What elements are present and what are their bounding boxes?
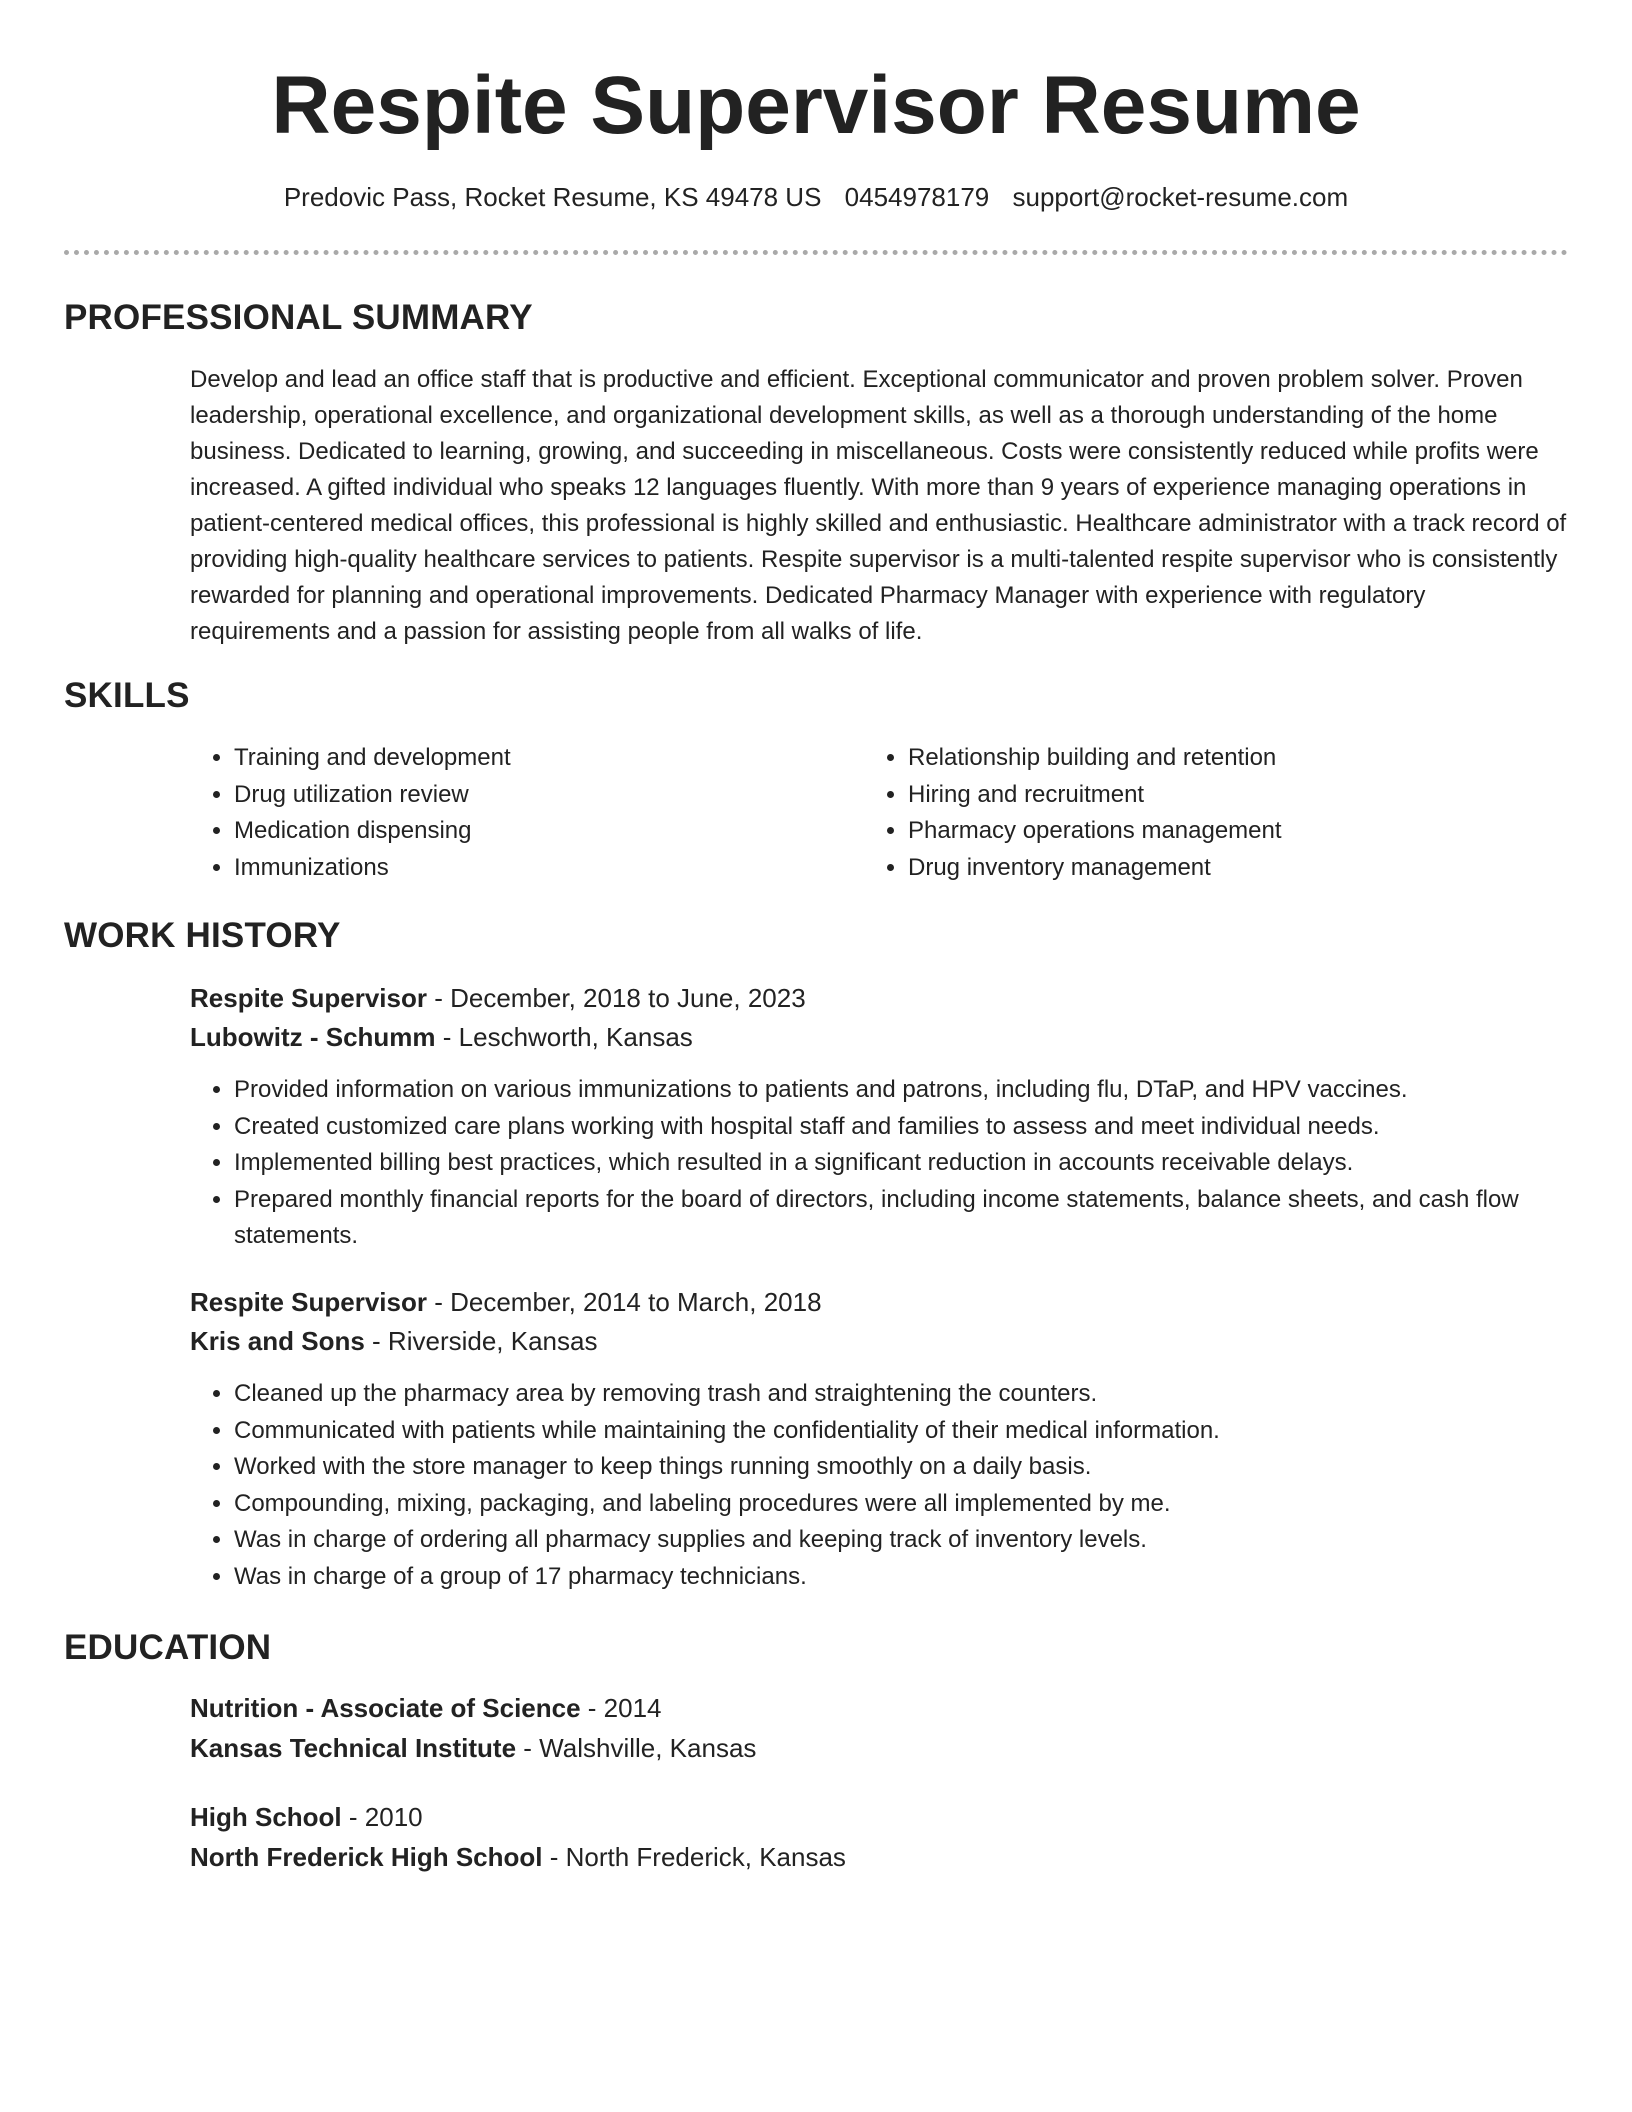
job-bullet: • Prepared monthly financial reports for the board of directors, including income statements, balance sheets, and cash flow statements. [234, 1182, 1570, 1255]
job-location: - Riverside, Kansas [364, 1326, 598, 1356]
job-dates: - December, 2014 to March, 2018 [426, 1287, 822, 1317]
resume-title: Respite Supervisor Resume [271, 60, 1361, 151]
header-divider [64, 250, 1568, 255]
contact-phone: 0454978179 [844, 182, 990, 212]
skill-item: • Medication dispensing [234, 813, 854, 850]
education-school-line [190, 1839, 1570, 1875]
job-bullet: • Created customized care plans working with hospital staff and families to assess and meet individual needs. [234, 1109, 1570, 1146]
job-bullets [190, 1072, 1570, 1255]
contact-line [0, 180, 1632, 214]
job-location: - Leschworth, Kansas [435, 1022, 693, 1052]
job-bullet: • Communicated with patients while maintaining the confidentiality of their medical information. [234, 1413, 1570, 1450]
education-location: - Walshville, Kansas [516, 1733, 757, 1763]
job-company: Lubowitz - Schumm [190, 1022, 436, 1052]
skills-heading: SKILLS [64, 676, 190, 715]
job-company-line [190, 1323, 1570, 1359]
skills-list-left [190, 740, 854, 886]
job-company-line [190, 1019, 1570, 1055]
skill-item: • Pharmacy operations management [908, 813, 1608, 850]
skill-item: • Drug inventory management [908, 850, 1608, 887]
summary-text: Develop and lead an office staff that is productive and efficient. Exceptional communicator and proven problem solver. Proven leadership, operational excellence, and organizational development skills, as well as a thorough understanding of the home business. Dedicated to learning, growing, and succeeding in miscellaneous. Costs were consistently reduced while profits were increased. A gifted individual who speaks 12 languages fluently. With more than 9 years of experience managing operations in patient-centered medical offices, this professional is highly skilled and enthusiastic. Healthcare administrator with a track record of providing high-quality healthcare services to patients. Respite supervisor is a multi-talented respite supervisor who is consistently rewarded for planning and operational improvements. Dedicated Pharmacy Manager with experience with regulatory requirements and a passion for assisting people from all walks of life. [190, 366, 1567, 645]
job-bullet: • Was in charge of ordering all pharmacy supplies and keeping track of inventory levels. [234, 1522, 1570, 1559]
education-degree-line [190, 1799, 1570, 1835]
skill-item: • Drug utilization review [234, 777, 854, 814]
job-title-line [190, 980, 1570, 1016]
job-title: Respite Supervisor [190, 1287, 427, 1317]
education-school-line [190, 1730, 1570, 1766]
job-title: Respite Supervisor [190, 983, 427, 1013]
education-location: - North Frederick, Kansas [542, 1842, 846, 1872]
education-year: - 2010 [341, 1802, 423, 1832]
education-year: - 2014 [580, 1693, 662, 1723]
skill-item: • Training and development [234, 740, 854, 777]
job-bullet: • Implemented billing best practices, which resulted in a significant reduction in accounts receivable delays. [234, 1145, 1570, 1182]
skill-item: • Hiring and recruitment [908, 777, 1608, 814]
job-company: Kris and Sons [190, 1326, 365, 1356]
education-heading: EDUCATION [64, 1628, 272, 1667]
skills-list-right [864, 740, 1608, 886]
summary-heading: PROFESSIONAL SUMMARY [64, 298, 533, 337]
contact-email: support@rocket-resume.com [1012, 182, 1349, 212]
education-degree-line [190, 1690, 1570, 1726]
contact-address: Predovic Pass, Rocket Resume, KS 49478 US [283, 182, 822, 212]
work-history-heading: WORK HISTORY [64, 916, 341, 955]
education-school: North Frederick High School [190, 1842, 543, 1872]
education-degree: Nutrition - Associate of Science [190, 1693, 581, 1723]
job-bullet: • Worked with the store manager to keep things running smoothly on a daily basis. [234, 1449, 1570, 1486]
job-bullet: • Provided information on various immunizations to patients and patrons, including flu, DTaP, and HPV vaccines. [234, 1072, 1570, 1109]
education-school: Kansas Technical Institute [190, 1733, 517, 1763]
job-dates: - December, 2018 to June, 2023 [426, 983, 806, 1013]
skill-item: • Relationship building and retention [908, 740, 1608, 777]
job-bullets [190, 1376, 1570, 1595]
skill-item: • Immunizations [234, 850, 854, 887]
education-degree: High School [190, 1802, 342, 1832]
job-bullet: • Compounding, mixing, packaging, and labeling procedures were all implemented by me. [234, 1486, 1570, 1523]
job-bullet: • Cleaned up the pharmacy area by removing trash and straightening the counters. [234, 1376, 1570, 1413]
job-title-line [190, 1284, 1570, 1320]
job-bullet: • Was in charge of a group of 17 pharmacy technicians. [234, 1559, 1570, 1596]
